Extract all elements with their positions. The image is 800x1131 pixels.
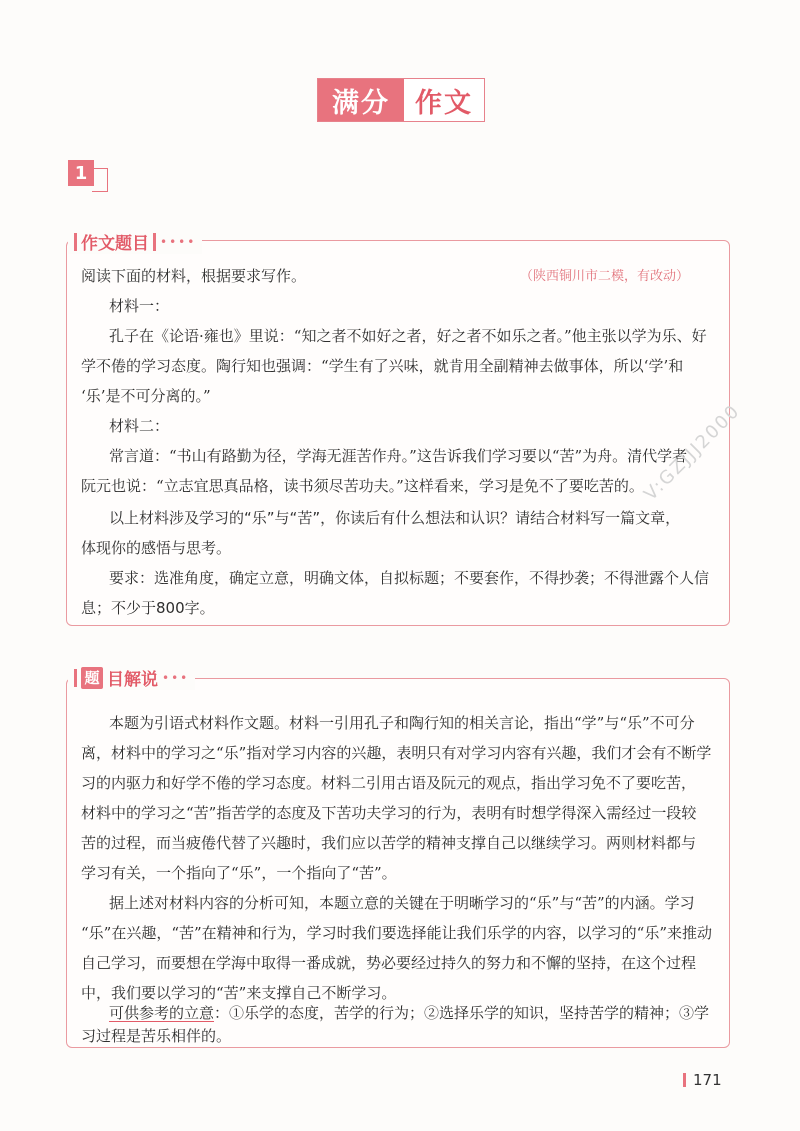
task-line: 以上材料涉及学习的“乐”与“苦”，你读后有什么想法和认识？请结合材料写一篇文章，	[109, 509, 681, 527]
analysis-para3-line2: 习过程是苦乐相伴的。	[81, 1027, 232, 1045]
prompt-box-title	[68, 229, 202, 254]
material1-label: 材料一：	[109, 297, 170, 315]
analysis-title-char: 题	[81, 667, 103, 689]
analysis-para1-line: 习的内驱力和好学不倦的学习态度。材料二引用古语及阮元的观点，指出学习免不了要吃苦，	[81, 774, 697, 792]
requirement-line: 息；不少于800字。	[81, 599, 215, 617]
title-bar-icon	[153, 233, 156, 251]
analysis-para2-line: 自己学习，而要想在学海中取得一番成就，势必要经过持久的努力和不懈的坚持，在这个过程	[81, 954, 697, 972]
analysis-para2-line: 中，我们要以学习的“苦”来支撑自己不断学习。	[81, 984, 397, 1002]
reference-ideas-label: 可供参考的立意	[109, 1004, 215, 1022]
analysis-para1-line: 材料中的学习之“苦”指苦学的态度及下苦功夫学习的行为，表明有时想学得深入需经过一段较	[81, 804, 697, 822]
analysis-para2-line: “乐”在兴趣，“苦”在精神和行为，学习时我们要选择能让我们乐学的内容，以学习的“乐”来推动	[81, 924, 713, 942]
analysis-para3-line1	[109, 1003, 709, 1023]
analysis-para1-line: 苦的过程，而当疲倦代替了兴趣时，我们应以苦学的精神支撑自己以继续学习。两则材料都与	[81, 834, 697, 852]
analysis-title-text: 目解说	[107, 670, 158, 690]
title-bar-icon	[74, 233, 77, 251]
page-number	[683, 1071, 722, 1089]
prompt-intro: 阅读下面的材料，根据要求写作。	[81, 267, 307, 285]
analysis-para1-line: 离，材料中的学习之“乐”指对学习内容的兴趣，表明只有对学习内容有兴趣，我们才会有不断学	[81, 744, 712, 762]
prompt-title-text: 作文题目	[81, 234, 149, 254]
material2-line: 常言道：“书山有路勤为径，学海无涯苦作舟。”这告诉我们学习要以“苦”为舟。清代学者	[109, 447, 688, 465]
page-number-bar-icon	[683, 1073, 686, 1087]
analysis-para2-line: 据上述对材料内容的分析可知，本题立意的关键在于明晰学习的“乐”与“苦”的内涵。学习	[109, 894, 695, 912]
banner-part1: 满分	[318, 79, 404, 121]
material1-line: 孔子在《论语·雍也》里说：“知之者不如好之者，好之者不如乐之者。”他主张以学为乐、好	[109, 327, 707, 345]
title-bar-icon	[74, 669, 77, 687]
material2-label: 材料二：	[109, 417, 170, 435]
section-number-badge: 1	[68, 160, 94, 186]
analysis-box-title	[68, 665, 195, 690]
section-banner	[317, 78, 485, 122]
material1-line: ‘乐’是不可分离的。”	[81, 387, 211, 405]
banner-part2: 作文	[404, 79, 484, 121]
analysis-para1-line: 学习有关，一个指向了“乐”，一个指向了“苦”。	[81, 864, 397, 882]
dotted-line-icon: ••••	[160, 234, 197, 249]
material2-line: 阮元也说：“立志宜思真品格，读书须尽苦功夫。”这样看来，学习是免不了要吃苦的。	[81, 477, 644, 495]
number-badge-frame	[92, 168, 108, 192]
analysis-para1-line: 本题为引语式材料作文题。材料一引用孔子和陶行知的相关言论，指出“学”与“乐”不可分	[109, 714, 695, 732]
watermark: V:GZJJJ2000	[640, 400, 745, 505]
requirement-line: 要求：选准角度，确定立意，明确文体，自拟标题；不要套作，不得抄袭；不得泄露个人信	[109, 569, 710, 587]
page-number-text: 171	[693, 1071, 722, 1089]
material1-line: 学不倦的学习态度。陶行知也强调：“学生有了兴味，就肯用全副精神去做事体，所以‘学’和	[81, 357, 684, 375]
task-line: 体现你的感悟与思考。	[81, 539, 232, 557]
prompt-source: （陕西铜川市二模，有改动）	[520, 269, 690, 284]
reference-ideas-text: ：①乐学的态度，苦学的行为；②选择乐学的知识，坚持苦学的精神；③学	[214, 1004, 710, 1022]
dotted-line-icon: •••	[162, 670, 190, 685]
